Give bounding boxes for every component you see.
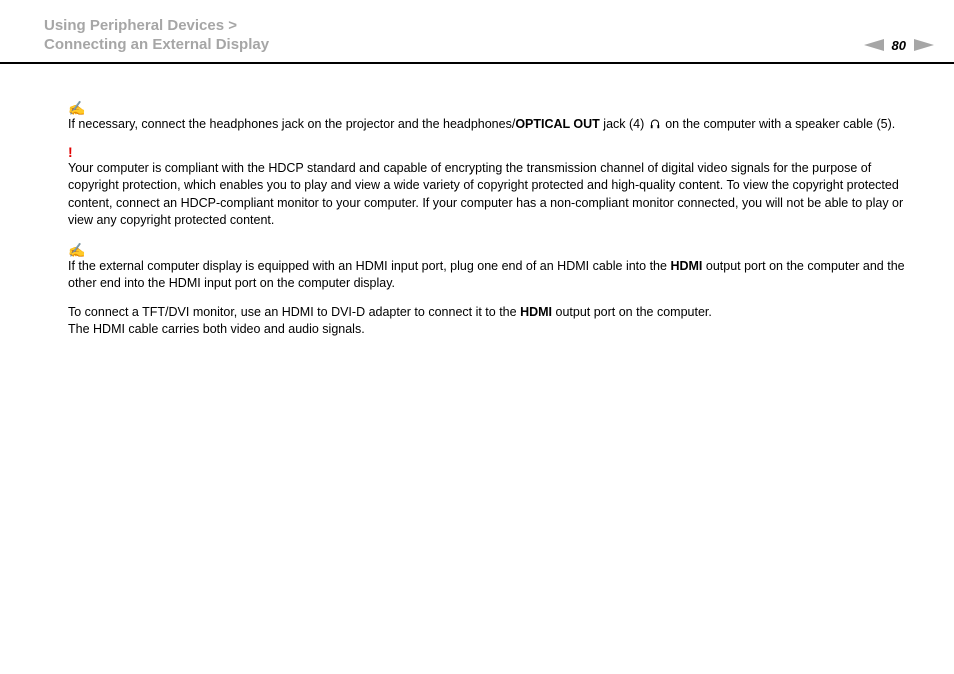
right-arrow-icon[interactable]	[914, 39, 934, 51]
paragraph-hdmi-audio-video: The HDMI cable carries both video and audio signals.	[68, 322, 365, 336]
breadcrumb-section-link[interactable]: Using Peripheral Devices >	[44, 17, 238, 34]
note-text-hdmi: If the external computer display is equipped with an HDMI input port, plug one end of an HDMI cable into the HDMI output port on the computer and the other end into the HDMI input port on the computer display.	[68, 258, 905, 290]
left-arrow-icon[interactable]	[864, 39, 884, 51]
page-navigation	[864, 36, 934, 54]
page-number: 80	[891, 37, 906, 53]
breadcrumb	[44, 16, 269, 54]
caution-block-hdcp	[68, 144, 914, 230]
page-content	[68, 100, 914, 339]
caution-text-hdcp: Your computer is compliant with the HDCP standard and capable of encrypting the transmission channel of digital video signals for the purpose of copyright protection, which enables you to play and view a wide variety of copyright protected and high-quality content. To view the copyright protected content, connect an HDCP-compliant monitor to your computer. If your computer has a non-compliant monitor connected, you will not be able to play or view any copyright protected content.	[68, 160, 904, 227]
page-header	[0, 0, 954, 64]
note-pencil-icon: ✍	[68, 100, 86, 116]
optical-out-label: OPTICAL OUT	[515, 117, 600, 131]
hdmi-label: HDMI	[520, 304, 553, 319]
hdmi-label: HDMI	[670, 258, 703, 273]
breadcrumb-current-page: Connecting an External Display	[44, 36, 270, 53]
note-text-headphones: If necessary, connect the headphones jack on the projector and the headphones/OPTICAL OUT jack (4) on the computer with a speaker cable (5).	[68, 117, 896, 131]
note-block-headphones	[68, 100, 914, 134]
note-pencil-icon: ✍	[68, 241, 86, 258]
header-divider	[0, 62, 954, 64]
paragraph-dvi-adapter: To connect a TFT/DVI monitor, use an HDMI to DVI-D adapter to connect it to the HDMI output port on the computer.	[68, 304, 712, 319]
headphones-icon	[650, 118, 660, 129]
note-block-hdmi	[68, 242, 914, 293]
exclamation-icon: !	[68, 143, 73, 160]
